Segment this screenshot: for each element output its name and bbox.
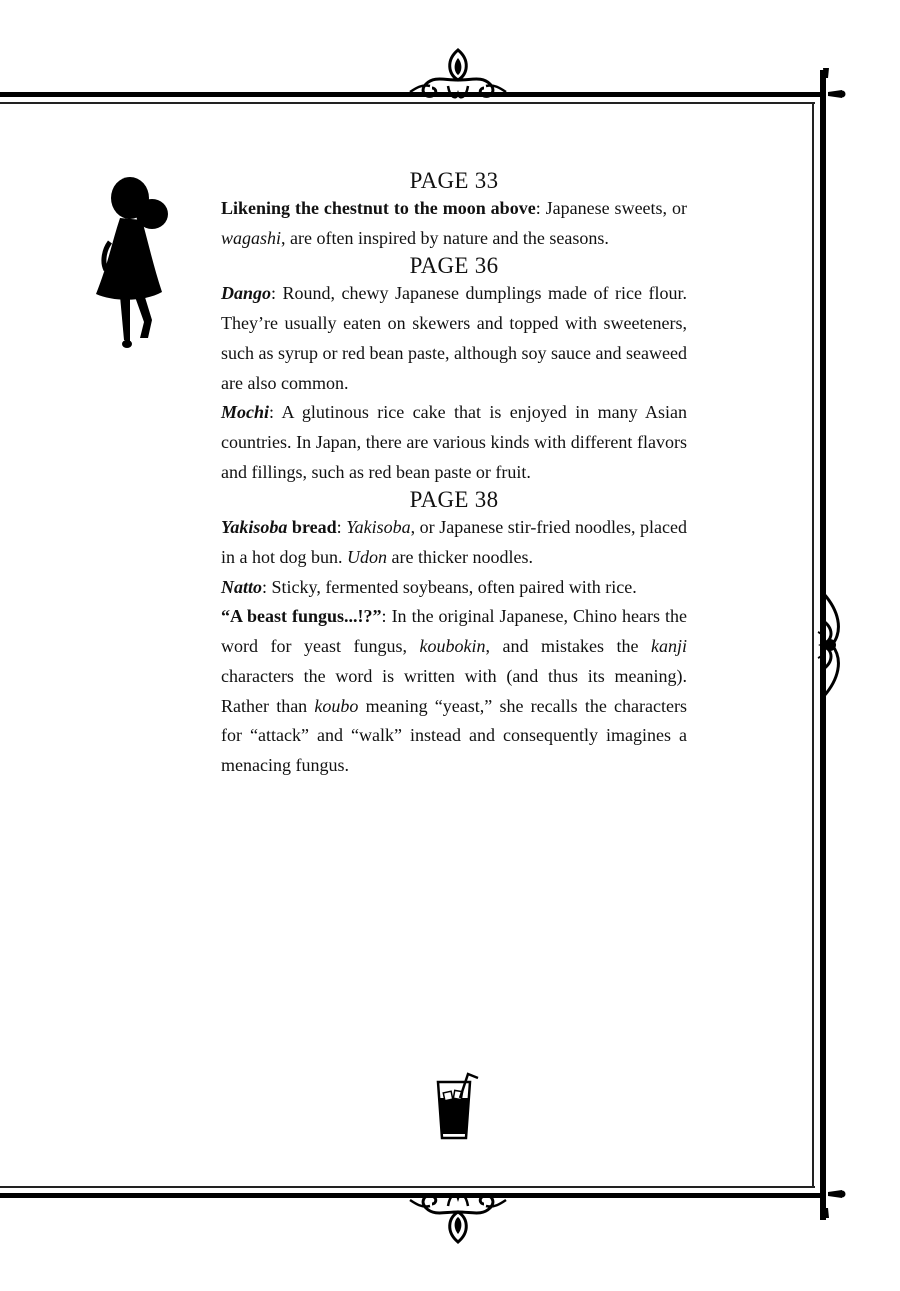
- entry-term: Mochi: [221, 402, 270, 423]
- glossary-entry-yakisoba-bread: Yakisoba bread: Yakisoba, or Japanese stir-fried noodles, placed in a hot dog bun. Udon are thicker noodles.: [221, 517, 687, 568]
- finial-top-icon: [804, 66, 844, 106]
- flourish-right-icon: [808, 590, 848, 700]
- flourish-top-icon: [408, 46, 508, 102]
- section-heading-page-33: PAGE 33: [409, 168, 499, 193]
- frame-bottom-thin-line: [0, 1186, 815, 1188]
- flourish-bottom-icon: [408, 1190, 508, 1246]
- entry-term: Yakisoba bread: [221, 517, 337, 538]
- entry-term: Dango: [221, 283, 272, 304]
- glossary-entry-mochi: Mochi: A glutinous rice cake that is enjoyed in many Asian countries. In Japan, there are various kinds with different flavors and fillings, such as red bean paste or fruit.: [221, 402, 687, 482]
- entry-term: “A beast fungus...!?”: [221, 606, 382, 627]
- glossary-content: [221, 168, 687, 781]
- finial-bottom-icon: [804, 1180, 844, 1220]
- girl-silhouette-icon: [94, 172, 174, 352]
- section-heading-page-38: PAGE 38: [409, 487, 499, 513]
- entry-term: Likening the chestnut to the moon above: [221, 198, 536, 218]
- iced-drink-icon: [432, 1072, 482, 1142]
- glossary-entry-beast-fungus: “A beast fungus...!?”: In the original Japanese, Chino hears the word for yeast fungus, koubokin, and mistakes the kanji characters the word is written with (and thus its meaning). Rather than koubo meaning “yeast,” she recalls the characters for “attack” and “walk” instead and consequently imagines a menacing fungus.: [221, 606, 687, 775]
- frame-top-thin-line: [0, 102, 815, 104]
- section-heading-page-36: PAGE 36: [409, 253, 499, 279]
- glossary-entry-dango: Dango: Round, chewy Japanese dumplings made of rice flour. They’re usually eaten on skewers and topped with sweeteners, such as syrup or red bean paste, although soy sauce and seaweed are also common.: [221, 283, 687, 393]
- glossary-entry-natto: Natto: Sticky, fermented soybeans, often paired with rice.: [221, 576, 637, 597]
- glossary-entry-chestnut-moon: Likening the chestnut to the moon above: Japanese sweets, or wagashi, are often inspired by nature and the seasons.: [221, 198, 687, 248]
- entry-term: Natto: [221, 576, 263, 597]
